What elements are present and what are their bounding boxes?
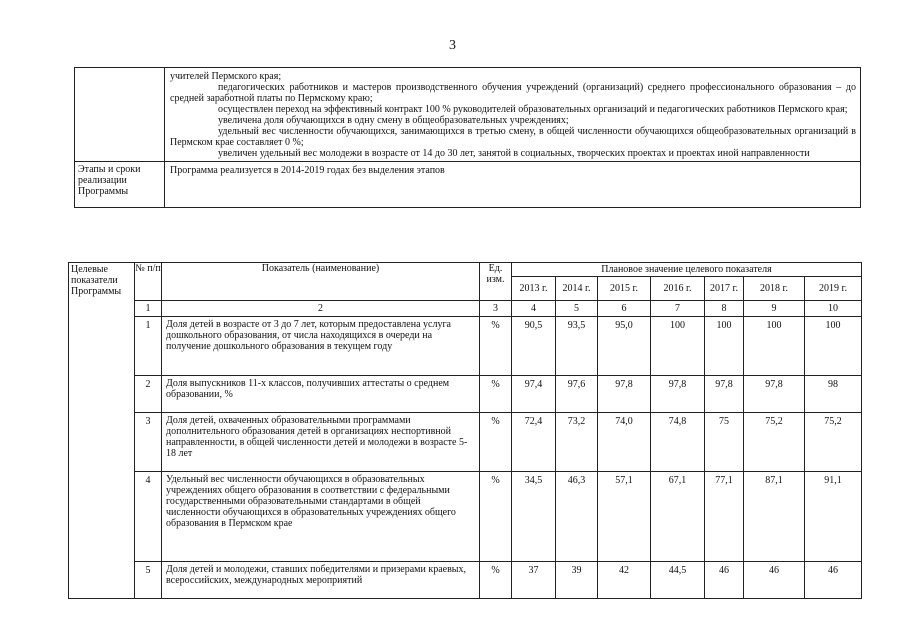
value-cell: 95,0: [598, 317, 651, 376]
value-cell: 74,0: [598, 413, 651, 472]
col-unit-header: Ед. изм.: [480, 263, 512, 301]
table-row: [69, 317, 862, 376]
result-paragraph: удельный вес численности обучающихся, занимающихся в третью смену, в общей численности обучающихся общеобразовательных организаций в Пермском крае составляет 0 %;: [170, 126, 856, 148]
unit: %: [480, 376, 512, 413]
value-cell: 91,1: [805, 472, 862, 562]
year-header: 2015 г.: [598, 277, 651, 301]
expected-results-row: [75, 68, 861, 162]
value-cell: 75: [705, 413, 744, 472]
column-number: 9: [744, 301, 805, 317]
table-row: [69, 562, 862, 599]
page-number: 3: [449, 38, 456, 53]
column-number: 8: [705, 301, 744, 317]
year-header: 2013 г.: [512, 277, 556, 301]
result-paragraph: осуществлен переход на эффективный контракт 100 % руководителей образовательных организаций и педагогических работников Пермского края;: [218, 104, 848, 115]
table-row: [69, 376, 862, 413]
value-cell: 98: [805, 376, 862, 413]
value-cell: 87,1: [744, 472, 805, 562]
value-cell: 100: [744, 317, 805, 376]
value-cell: 39: [556, 562, 598, 599]
column-number: 10: [805, 301, 862, 317]
year-header: 2019 г.: [805, 277, 862, 301]
col-num-header: № п/п: [135, 263, 162, 301]
row-number: 3: [135, 413, 162, 472]
stages-text: Программа реализуется в 2014-2019 годах без выделения этапов: [165, 162, 861, 208]
value-cell: 77,1: [705, 472, 744, 562]
section-label: Целевые показатели Программы: [69, 263, 135, 599]
table-row: [69, 472, 862, 562]
table-row: [69, 413, 862, 472]
result-paragraph: увеличен удельный вес молодежи в возрасте от 14 до 30 лет, занятой в социальных, творческих проектах и проектах иной направленности: [218, 148, 810, 159]
indicator-name: Удельный вес численности обучающихся в образовательных учреждениях общего образования в соответствии с федеральными государственными образовательными стандартами в общей численности обучающихся в образовательных учреждениях общего образования в Пермском крае: [162, 472, 480, 562]
expected-results-content: [165, 68, 861, 162]
value-cell: 75,2: [744, 413, 805, 472]
col-indicator-header: Показатель (наименование): [162, 263, 480, 301]
value-cell: 46: [705, 562, 744, 599]
row-number: 2: [135, 376, 162, 413]
value-cell: 67,1: [651, 472, 705, 562]
program-passport-table: [74, 67, 861, 208]
column-number: 7: [651, 301, 705, 317]
indicator-name: Доля детей в возрасте от 3 до 7 лет, которым предоставлена услуга дошкольного образования, от числа находящихся в очереди на получение дошкольного образования в текущем году: [162, 317, 480, 376]
value-cell: 57,1: [598, 472, 651, 562]
year-header: 2017 г.: [705, 277, 744, 301]
value-cell: 44,5: [651, 562, 705, 599]
result-paragraph: учителей Пермского края;: [170, 71, 282, 82]
result-paragraph: педагогических работников и мастеров производственного обучения учреждений (организаций) среднего профессионального образования – до средней заработной платы по Пермскому краю;: [170, 82, 856, 104]
value-cell: 37: [512, 562, 556, 599]
value-cell: 46,3: [556, 472, 598, 562]
indicator-name: Доля выпускников 11-х классов, получивших аттестаты о среднем образовании, %: [162, 376, 480, 413]
column-numbers-row: [69, 301, 862, 317]
value-cell: 90,5: [512, 317, 556, 376]
value-cell: 74,8: [651, 413, 705, 472]
col-planned-header: Плановое значение целевого показателя: [512, 263, 862, 277]
column-number: 6: [598, 301, 651, 317]
unit: %: [480, 317, 512, 376]
row-number: 1: [135, 317, 162, 376]
value-cell: 46: [805, 562, 862, 599]
year-header: 2014 г.: [556, 277, 598, 301]
value-cell: 97,4: [512, 376, 556, 413]
value-cell: 93,5: [556, 317, 598, 376]
year-header: 2018 г.: [744, 277, 805, 301]
unit: %: [480, 413, 512, 472]
row-number: 4: [135, 472, 162, 562]
target-indicators-table: [68, 262, 862, 599]
value-cell: 97,8: [651, 376, 705, 413]
value-cell: 42: [598, 562, 651, 599]
column-number: 2: [162, 301, 480, 317]
unit: %: [480, 562, 512, 599]
value-cell: 34,5: [512, 472, 556, 562]
value-cell: 73,2: [556, 413, 598, 472]
value-cell: 97,8: [598, 376, 651, 413]
column-number: 5: [556, 301, 598, 317]
expected-results-label-cell: [75, 68, 165, 162]
result-paragraph: увеличена доля обучающихся в одну смену в общеобразовательных учреждениях;: [218, 115, 569, 126]
column-number: 3: [480, 301, 512, 317]
value-cell: 46: [744, 562, 805, 599]
value-cell: 100: [805, 317, 862, 376]
column-number: 1: [135, 301, 162, 317]
value-cell: 75,2: [805, 413, 862, 472]
value-cell: 97,6: [556, 376, 598, 413]
year-header: 2016 г.: [651, 277, 705, 301]
row-number: 5: [135, 562, 162, 599]
value-cell: 72,4: [512, 413, 556, 472]
header-row: [69, 263, 862, 277]
value-cell: 100: [651, 317, 705, 376]
indicator-name: Доля детей и молодежи, ставших победителями и призерами краевых, всероссийских, международных мероприятий: [162, 562, 480, 599]
unit: %: [480, 472, 512, 562]
column-number: 4: [512, 301, 556, 317]
value-cell: 97,8: [705, 376, 744, 413]
value-cell: 100: [705, 317, 744, 376]
value-cell: 97,8: [744, 376, 805, 413]
stages-label: Этапы и сроки реализации Программы: [75, 162, 165, 208]
stages-row: [75, 162, 861, 208]
indicator-name: Доля детей, охваченных образовательными программами дополнительного образования детей в организациях неспортивной направленности, в общей численности детей и молодежи в возрасте 5-18 лет: [162, 413, 480, 472]
